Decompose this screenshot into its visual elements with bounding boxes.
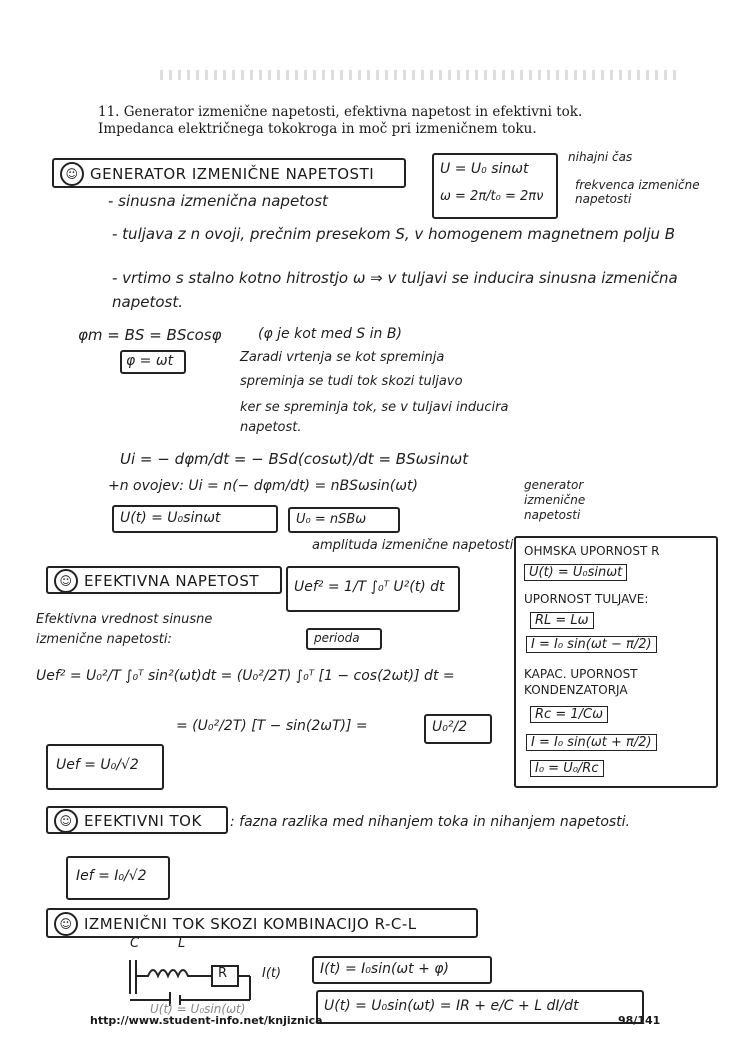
- note-period: nihajni čas: [568, 150, 633, 164]
- l-label: L: [178, 936, 186, 951]
- phi-box: [120, 350, 186, 374]
- u-box-text: U(t) = U₀sinωt: [120, 510, 221, 526]
- effective-current-box: [66, 856, 170, 900]
- cap-label: KAPAC. UPORNOST KONDENZATORJA: [524, 667, 638, 697]
- effective-voltage-title: EFEKTIVNA NAPETOST: [84, 572, 260, 590]
- phi-box-text: φ = ωt: [126, 353, 174, 369]
- r-label: R: [218, 966, 228, 981]
- generator-formula-2: ω = 2π/t₀ = 2πν: [440, 189, 544, 204]
- rcl-title: IZMENIČNI TOK SKOZI KOMBINACIJO R-C-L: [84, 915, 417, 933]
- rcl-bottom-note: U(t) = U₀sin(ωt): [150, 1002, 246, 1016]
- rcl-voltage-box: [316, 990, 644, 1024]
- reason-3: ker se spreminja tok, se v tuljavi inducira napetost.: [240, 400, 509, 435]
- generator-title: GENERATOR IZMENIČNE NAPETOSTI: [90, 165, 375, 183]
- reason-2: spreminja se tudi tok skozi tuljavo: [240, 374, 463, 389]
- generator-note: generator izmenične napetosti: [524, 478, 586, 522]
- scan-noise: [160, 70, 680, 80]
- amplitude-note: amplituda izmenične napetosti: [312, 538, 514, 553]
- rcl-title-box: [46, 908, 478, 938]
- cap-formula-3: I₀ = U₀/Rc: [530, 760, 604, 777]
- flux-note: (φ je kot med S in B): [258, 326, 402, 342]
- perioda-box: [306, 628, 382, 650]
- page-title: 11. Generator izmenične napetosti, efektivna napetost in efektivni tok. Impedanca električnega tokokroga in moč pri izmeničnem toku.: [98, 104, 583, 137]
- rcl-current-text: I(t) = I₀sin(ωt + φ): [320, 961, 449, 977]
- n-turns-formula: +n ovojev: Ui = n(− dφm/dt) = nBSωsin(ωt): [108, 478, 418, 494]
- result-box-text: U₀²/2: [432, 719, 468, 735]
- rcl-current-box: [312, 956, 492, 984]
- result-box: [424, 714, 492, 744]
- effective-voltage-formula-box: [286, 566, 460, 612]
- generator-line-2: - tuljava z n ovoji, prečnim presekom S, v homogenem magnetnem polju B: [112, 225, 676, 243]
- effective-current-title: EFEKTIVNI TOK: [84, 812, 202, 830]
- cap-formula-2: I = I₀ sin(ωt + π/2): [526, 734, 657, 751]
- generator-line-1: - sinusna izmenična napetost: [108, 192, 328, 210]
- footer-url[interactable]: http://www.student-info.net/knjiznica: [90, 1014, 323, 1027]
- final-voltage-box: [46, 744, 164, 790]
- smiley-icon: ☺: [60, 162, 84, 186]
- coil-formula-2: I = I₀ sin(ωt − π/2): [526, 636, 657, 653]
- ohmic-title: OHMSKA UPORNOST R: [524, 544, 660, 558]
- effective-voltage-title-box: [46, 566, 282, 594]
- u0-box: [288, 507, 400, 533]
- effective-voltage-formula-2: = (U₀²/2T) [T − sin(2ωT)] =: [176, 718, 368, 734]
- generator-line-3: - vrtimo s stalno kotno hitrostjo ω ⇒ v tuljavi se inducira sinusna izmenična napetost.: [112, 269, 678, 311]
- flux-formula: φm = BS = BScosφ: [78, 326, 222, 344]
- generator-title-box: [52, 158, 406, 188]
- ohmic-formula-1: U(t) = U₀sinωt: [524, 564, 627, 581]
- ui-formula: Ui = − dφm/dt = − BSd(cosωt)/dt = BSωsinωt: [120, 450, 469, 468]
- c-label: C: [130, 936, 140, 951]
- smiley-icon: ☺: [54, 912, 78, 936]
- effective-current-text: Ief = I₀/√2: [76, 868, 147, 884]
- ohmic-panel: [514, 536, 718, 788]
- smiley-icon: ☺: [54, 569, 78, 593]
- smiley-icon: ☺: [54, 809, 78, 833]
- coil-label: UPORNOST TULJAVE:: [524, 592, 649, 606]
- final-voltage-text: Uef = U₀/√2: [56, 757, 139, 773]
- generator-formula-box: [432, 153, 558, 219]
- coil-formula-1: RL = Lω: [530, 612, 594, 629]
- cap-formula-1: Rc = 1/Cω: [530, 706, 608, 723]
- effective-voltage-line-1: Efektivna vrednost sinusne izmenične napetosti:: [36, 612, 213, 647]
- effective-voltage-formula-1: Uef² = U₀²/T ∫₀ᵀ sin²(ωt)dt = (U₀²/2T) ∫₀ᵀ [1 − cos(2ωt)] dt =: [36, 668, 455, 684]
- reason-1: Zaradi vrtenja se kot spreminja: [240, 350, 445, 365]
- effective-voltage-formula: Uef² = 1/T ∫₀ᵀ U²(t) dt: [294, 579, 445, 595]
- generator-formula-1: U = U₀ sinωt: [440, 161, 529, 177]
- rcl-voltage-text: U(t) = U₀sin(ωt) = IR + e/C + L dI/dt: [324, 998, 579, 1014]
- note-frequency: frekvenca izmenične napetosti: [575, 178, 700, 206]
- effective-current-title-box: [46, 806, 228, 834]
- u-box: [112, 505, 278, 533]
- effective-current-note: : fazna razlika med nihanjem toka in nihanjem napetosti.: [230, 814, 631, 830]
- perioda-label: perioda: [314, 631, 360, 645]
- u0-box-text: U₀ = nSBω: [296, 512, 367, 527]
- page-number: 98/141: [618, 1014, 661, 1027]
- it-label: I(t): [262, 966, 282, 981]
